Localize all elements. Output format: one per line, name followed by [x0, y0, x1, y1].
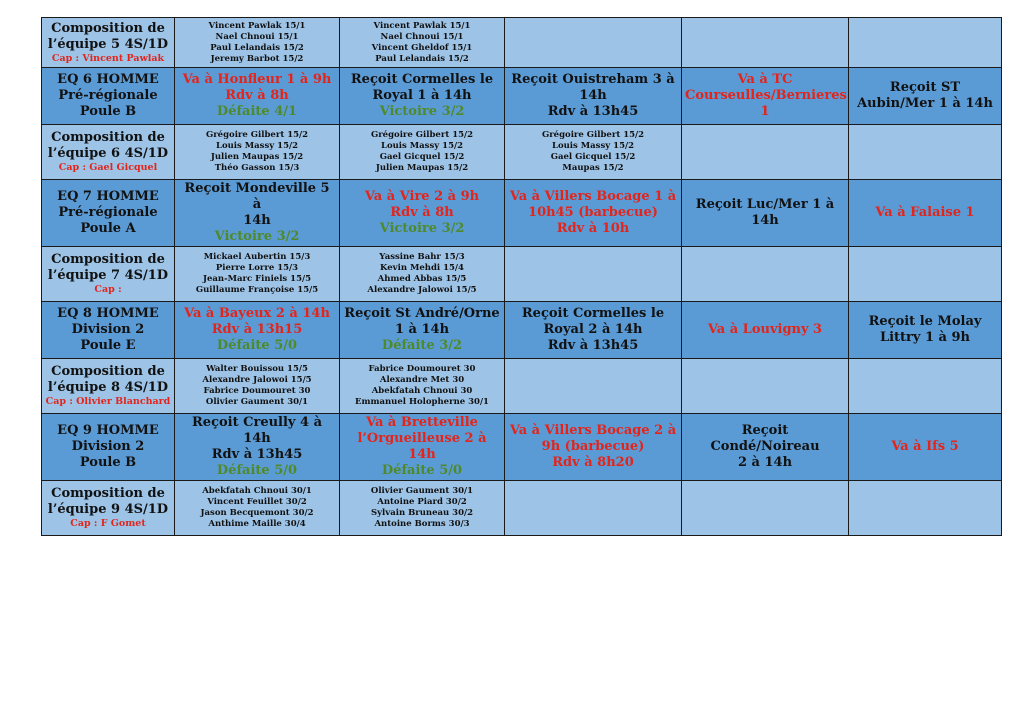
- composition-row: [42, 359, 1002, 414]
- player-name: Vincent Pawlak 15/1: [208, 20, 306, 31]
- player-list-cell: [175, 125, 340, 180]
- match-info: [852, 439, 998, 455]
- match-info: [685, 72, 845, 120]
- match-info: [178, 181, 336, 245]
- match-cell: [682, 414, 849, 481]
- player-name: Maupas 15/2: [562, 163, 624, 173]
- player-name: Grégoire Gilbert 15/2: [205, 130, 309, 140]
- player-name: Mickael Aubertin 15/3: [203, 252, 311, 262]
- match-cell: [849, 302, 1002, 359]
- team-label-line: l’équipe 9 4S/1D: [47, 502, 169, 517]
- team-label-line: l’équipe 7 4S/1D: [47, 268, 169, 283]
- match-line: Rdv à 13h45: [547, 338, 639, 353]
- player-list-cell: [849, 247, 1002, 302]
- match-line: Va à Honfleur 1 à 9h: [182, 72, 332, 87]
- player-name: Emmanuel Holopherne 30/1: [355, 397, 489, 407]
- team-label-line: Composition de: [51, 252, 165, 267]
- team-label-line: Poule B: [79, 455, 137, 470]
- player-name: Pierre Lorre 15/3: [215, 263, 299, 273]
- match-cell: [505, 414, 682, 481]
- team-label: [45, 486, 171, 518]
- player-name: Guillaume Françoise 15/5: [195, 285, 319, 295]
- player-list: [178, 252, 336, 296]
- match-line: Royal 1 à 14h: [372, 88, 472, 103]
- match-cell: [682, 180, 849, 247]
- composition-row: [42, 247, 1002, 302]
- player-name: Paul Lelandais 15/2: [375, 53, 469, 64]
- player-list-cell: [682, 18, 849, 68]
- player-list-cell: [175, 247, 340, 302]
- match-line: 1: [760, 104, 770, 119]
- match-info: [343, 415, 501, 479]
- player-name: Alexandre Jalowoi 15/5: [202, 375, 312, 385]
- match-row: [42, 180, 1002, 247]
- match-cell: [849, 68, 1002, 125]
- match-cell: [682, 302, 849, 359]
- match-info: [343, 189, 501, 237]
- match-line: 10h45 (barbecue): [528, 205, 658, 220]
- match-cell: [175, 68, 340, 125]
- match-cell: [682, 68, 849, 125]
- team-label: [45, 306, 171, 354]
- match-line: Va à Ifs 5: [891, 439, 959, 454]
- match-line: Reçoit St André/Orne: [344, 306, 500, 321]
- match-line: 14h: [243, 213, 271, 228]
- match-line: Va à Villers Bocage 2 à: [509, 423, 677, 438]
- player-list: [343, 252, 501, 296]
- match-cell: [340, 180, 505, 247]
- team-label-cell: [42, 125, 175, 180]
- match-row: [42, 68, 1002, 125]
- player-name: Nael Chnoui 15/1: [215, 31, 299, 42]
- match-line: Reçoit Ouistreham 3 à: [511, 72, 675, 87]
- player-list-cell: [849, 359, 1002, 414]
- team-label-line: Composition de: [51, 364, 165, 379]
- match-line: Reçoit ST: [889, 80, 961, 95]
- captain-label: Cap : Vincent Pawlak: [51, 52, 165, 64]
- match-info: [685, 197, 845, 229]
- match-line: Reçoit Cormelles le: [521, 306, 665, 321]
- player-list: [343, 364, 501, 408]
- match-cell: [340, 302, 505, 359]
- player-name: Sylvain Bruneau 30/2: [370, 508, 474, 518]
- player-name: Jason Becquemont 30/2: [200, 508, 314, 518]
- team-label: [45, 72, 171, 120]
- player-name: Grégoire Gilbert 15/2: [541, 130, 645, 140]
- match-result: Défaite 5/0: [381, 463, 463, 478]
- team-label-cell: [42, 302, 175, 359]
- match-line: Va à Bretteville: [366, 415, 478, 430]
- match-result: Défaite 5/0: [216, 338, 298, 353]
- match-info: [852, 205, 998, 221]
- match-line: Littry 1 à 9h: [879, 330, 971, 345]
- player-name: Théo Gasson 15/3: [214, 163, 300, 173]
- player-name: Jeremy Barbot 15/2: [210, 53, 304, 64]
- match-line: Rdv à 13h45: [211, 447, 303, 462]
- player-list-cell: [682, 481, 849, 536]
- match-cell: [505, 180, 682, 247]
- captain-label: Cap :: [94, 284, 122, 295]
- player-list-cell: [340, 359, 505, 414]
- player-name: Abekfatah Chnoui 30: [371, 386, 473, 396]
- player-list: [178, 486, 336, 530]
- match-line: Reçoit le Molay: [868, 314, 982, 329]
- match-info: [508, 72, 678, 120]
- team-label-line: Poule E: [80, 338, 136, 353]
- match-line: Rdv à 13h45: [547, 104, 639, 119]
- player-list-cell: [340, 125, 505, 180]
- player-name: Abekfatah Chnoui 30/1: [202, 486, 312, 496]
- match-cell: [505, 302, 682, 359]
- team-label-line: Composition de: [51, 486, 165, 501]
- player-name: Olivier Gaument 30/1: [205, 397, 309, 407]
- match-cell: [849, 414, 1002, 481]
- match-result: Victoire 3/2: [379, 104, 465, 119]
- player-name: Julien Maupas 15/2: [375, 163, 469, 173]
- match-line: 2 à 14h: [737, 455, 793, 470]
- match-line: Va à Falaise 1: [875, 205, 975, 220]
- match-info: [178, 306, 336, 354]
- player-list-cell: [505, 481, 682, 536]
- match-line: l’Orgueilleuse 2 à 14h: [357, 431, 487, 462]
- match-info: [178, 415, 336, 479]
- match-line: Va à Villers Bocage 1 à: [509, 189, 677, 204]
- schedule-table: [41, 17, 1002, 536]
- player-list-cell: [175, 359, 340, 414]
- player-list: [178, 130, 336, 174]
- player-name: Walter Bouissou 15/5: [206, 364, 308, 374]
- team-label: [45, 130, 171, 162]
- player-list-cell: [849, 18, 1002, 68]
- match-info: [852, 80, 998, 112]
- match-cell: [340, 68, 505, 125]
- player-name: Ahmed Abbas 15/5: [377, 274, 467, 284]
- team-label-line: Poule B: [79, 104, 137, 119]
- match-line: Aubin/Mer 1 à 14h: [857, 96, 993, 111]
- team-label-cell: [42, 481, 175, 536]
- player-name: Vincent Pawlak 15/1: [373, 20, 471, 31]
- player-list-cell: [505, 247, 682, 302]
- team-label-cell: [42, 247, 175, 302]
- match-info: [508, 189, 678, 237]
- player-name: Vincent Feuillet 30/2: [207, 497, 307, 507]
- match-row: [42, 414, 1002, 481]
- captain-label: Cap : F Gomet: [70, 518, 146, 529]
- composition-row: [42, 481, 1002, 536]
- player-list-cell: [682, 125, 849, 180]
- team-label: [45, 364, 171, 396]
- team-label-line: EQ 8 HOMME: [57, 306, 159, 321]
- match-line: Reçoit Creully 4 à 14h: [192, 415, 322, 446]
- team-label-line: l’équipe 8 4S/1D: [47, 380, 169, 395]
- match-cell: [849, 180, 1002, 247]
- team-label-line: EQ 7 HOMME: [57, 189, 159, 204]
- match-cell: [340, 414, 505, 481]
- match-info: [178, 72, 336, 120]
- captain-label: Cap : Gael Gicquel: [58, 162, 158, 173]
- match-line: Rdv à 13h15: [211, 322, 303, 337]
- player-list-cell: [340, 18, 505, 68]
- player-name: Fabrice Doumouret 30: [368, 364, 476, 374]
- match-result: Défaite 4/1: [216, 104, 298, 119]
- player-name: Jean-Marc Finiels 15/5: [202, 274, 312, 284]
- team-label-line: EQ 6 HOMME: [57, 72, 159, 87]
- match-line: Va à Louvigny 3: [707, 322, 823, 337]
- team-label-line: Composition de: [51, 20, 165, 36]
- match-cell: [175, 302, 340, 359]
- match-line: Rdv à 10h: [556, 221, 630, 236]
- composition-row: [42, 125, 1002, 180]
- team-label-cell: [42, 68, 175, 125]
- match-line: Rdv à 8h20: [552, 455, 634, 470]
- match-line: Reçoit Cormelles le: [350, 72, 494, 87]
- match-cell: [505, 68, 682, 125]
- match-info: [852, 314, 998, 346]
- team-label-line: l’équipe 6 4S/1D: [47, 146, 169, 161]
- match-result: Défaite 5/0: [216, 463, 298, 478]
- team-label-line: Composition de: [51, 130, 165, 145]
- team-label-cell: [42, 18, 175, 68]
- team-label-cell: [42, 414, 175, 481]
- composition-row: [42, 18, 1002, 68]
- player-name: Gael Gicquel 15/2: [550, 152, 636, 162]
- match-cell: [175, 414, 340, 481]
- match-line: Royal 2 à 14h: [543, 322, 643, 337]
- match-line: Va à TC: [737, 72, 793, 87]
- player-list-cell: [505, 125, 682, 180]
- match-line: Reçoit Luc/Mer 1 à: [695, 197, 835, 212]
- player-name: Antoine Piard 30/2: [377, 497, 467, 507]
- match-info: [508, 423, 678, 471]
- player-name: Antoine Borms 30/3: [374, 519, 470, 529]
- player-name: Olivier Gaument 30/1: [370, 486, 474, 496]
- team-label: [45, 252, 171, 284]
- team-label-cell: [42, 180, 175, 247]
- match-result: Victoire 3/2: [214, 229, 300, 244]
- player-list: [343, 486, 501, 530]
- player-list: [343, 130, 501, 174]
- player-name: Louis Massy 15/2: [215, 141, 299, 151]
- player-list-cell: [682, 359, 849, 414]
- team-label: [45, 423, 171, 471]
- player-list: [178, 21, 336, 65]
- team-label: [45, 21, 171, 53]
- player-name: Nael Chnoui 15/1: [380, 31, 464, 42]
- match-cell: [175, 180, 340, 247]
- match-line: 14h: [751, 213, 779, 228]
- match-info: [343, 72, 501, 120]
- match-result: Victoire 3/2: [379, 221, 465, 236]
- player-list-cell: [340, 247, 505, 302]
- match-line: 9h (barbecue): [541, 439, 645, 454]
- match-line: Va à Bayeux 2 à 14h: [184, 306, 330, 321]
- match-info: [685, 322, 845, 338]
- match-line: 14h: [579, 88, 607, 103]
- match-info: [343, 306, 501, 354]
- match-info: [685, 423, 845, 471]
- player-name: Louis Massy 15/2: [380, 141, 464, 151]
- team-label-line: Pré-régionale: [58, 88, 158, 103]
- team-label: [45, 189, 171, 237]
- player-name: Vincent Gheldof 15/1: [371, 42, 473, 53]
- player-list-cell: [682, 247, 849, 302]
- team-label-line: Poule A: [80, 221, 136, 236]
- player-name: Gael Gicquel 15/2: [379, 152, 465, 162]
- player-list-cell: [505, 359, 682, 414]
- player-list: [508, 130, 678, 174]
- match-info: [508, 306, 678, 354]
- player-name: Anthime Maille 30/4: [208, 519, 306, 529]
- team-label-line: Pré-régionale: [58, 205, 158, 220]
- player-name: Louis Massy 15/2: [551, 141, 635, 151]
- team-label-cell: [42, 359, 175, 414]
- player-list-cell: [340, 481, 505, 536]
- player-list-cell: [849, 481, 1002, 536]
- player-name: Grégoire Gilbert 15/2: [370, 130, 474, 140]
- player-name: Alexandre Met 30: [379, 375, 465, 385]
- match-line: Courseulles/Bernieres: [685, 88, 847, 103]
- match-line: Va à Vire 2 à 9h: [364, 189, 480, 204]
- match-line: Rdv à 8h: [225, 88, 289, 103]
- team-label-line: l’équipe 5 4S/1D: [47, 36, 169, 52]
- match-line: Rdv à 8h: [390, 205, 454, 220]
- schedule-body: [42, 18, 1002, 536]
- team-label-line: Division 2: [71, 322, 145, 337]
- player-name: Alexandre Jalowoi 15/5: [367, 285, 477, 295]
- player-name: Paul Lelandais 15/2: [210, 42, 304, 53]
- player-name: Julien Maupas 15/2: [210, 152, 304, 162]
- match-line: 1 à 14h: [394, 322, 450, 337]
- match-row: [42, 302, 1002, 359]
- player-list-cell: [175, 18, 340, 68]
- captain-label: Cap : Olivier Blanchard: [45, 396, 171, 407]
- match-line: Reçoit Mondeville 5 à: [184, 181, 330, 212]
- player-name: Fabrice Doumouret 30: [203, 386, 311, 396]
- match-line: Reçoit Condé/Noireau: [710, 423, 820, 454]
- team-label-line: Division 2: [71, 439, 145, 454]
- player-list: [178, 364, 336, 408]
- match-result: Défaite 3/2: [381, 338, 463, 353]
- player-list-cell: [505, 18, 682, 68]
- player-name: Kevin Mehdi 15/4: [380, 263, 464, 273]
- team-label-line: EQ 9 HOMME: [57, 423, 159, 438]
- player-list-cell: [175, 481, 340, 536]
- player-name: Yassine Bahr 15/3: [379, 252, 465, 262]
- player-list-cell: [849, 125, 1002, 180]
- player-list: [343, 21, 501, 65]
